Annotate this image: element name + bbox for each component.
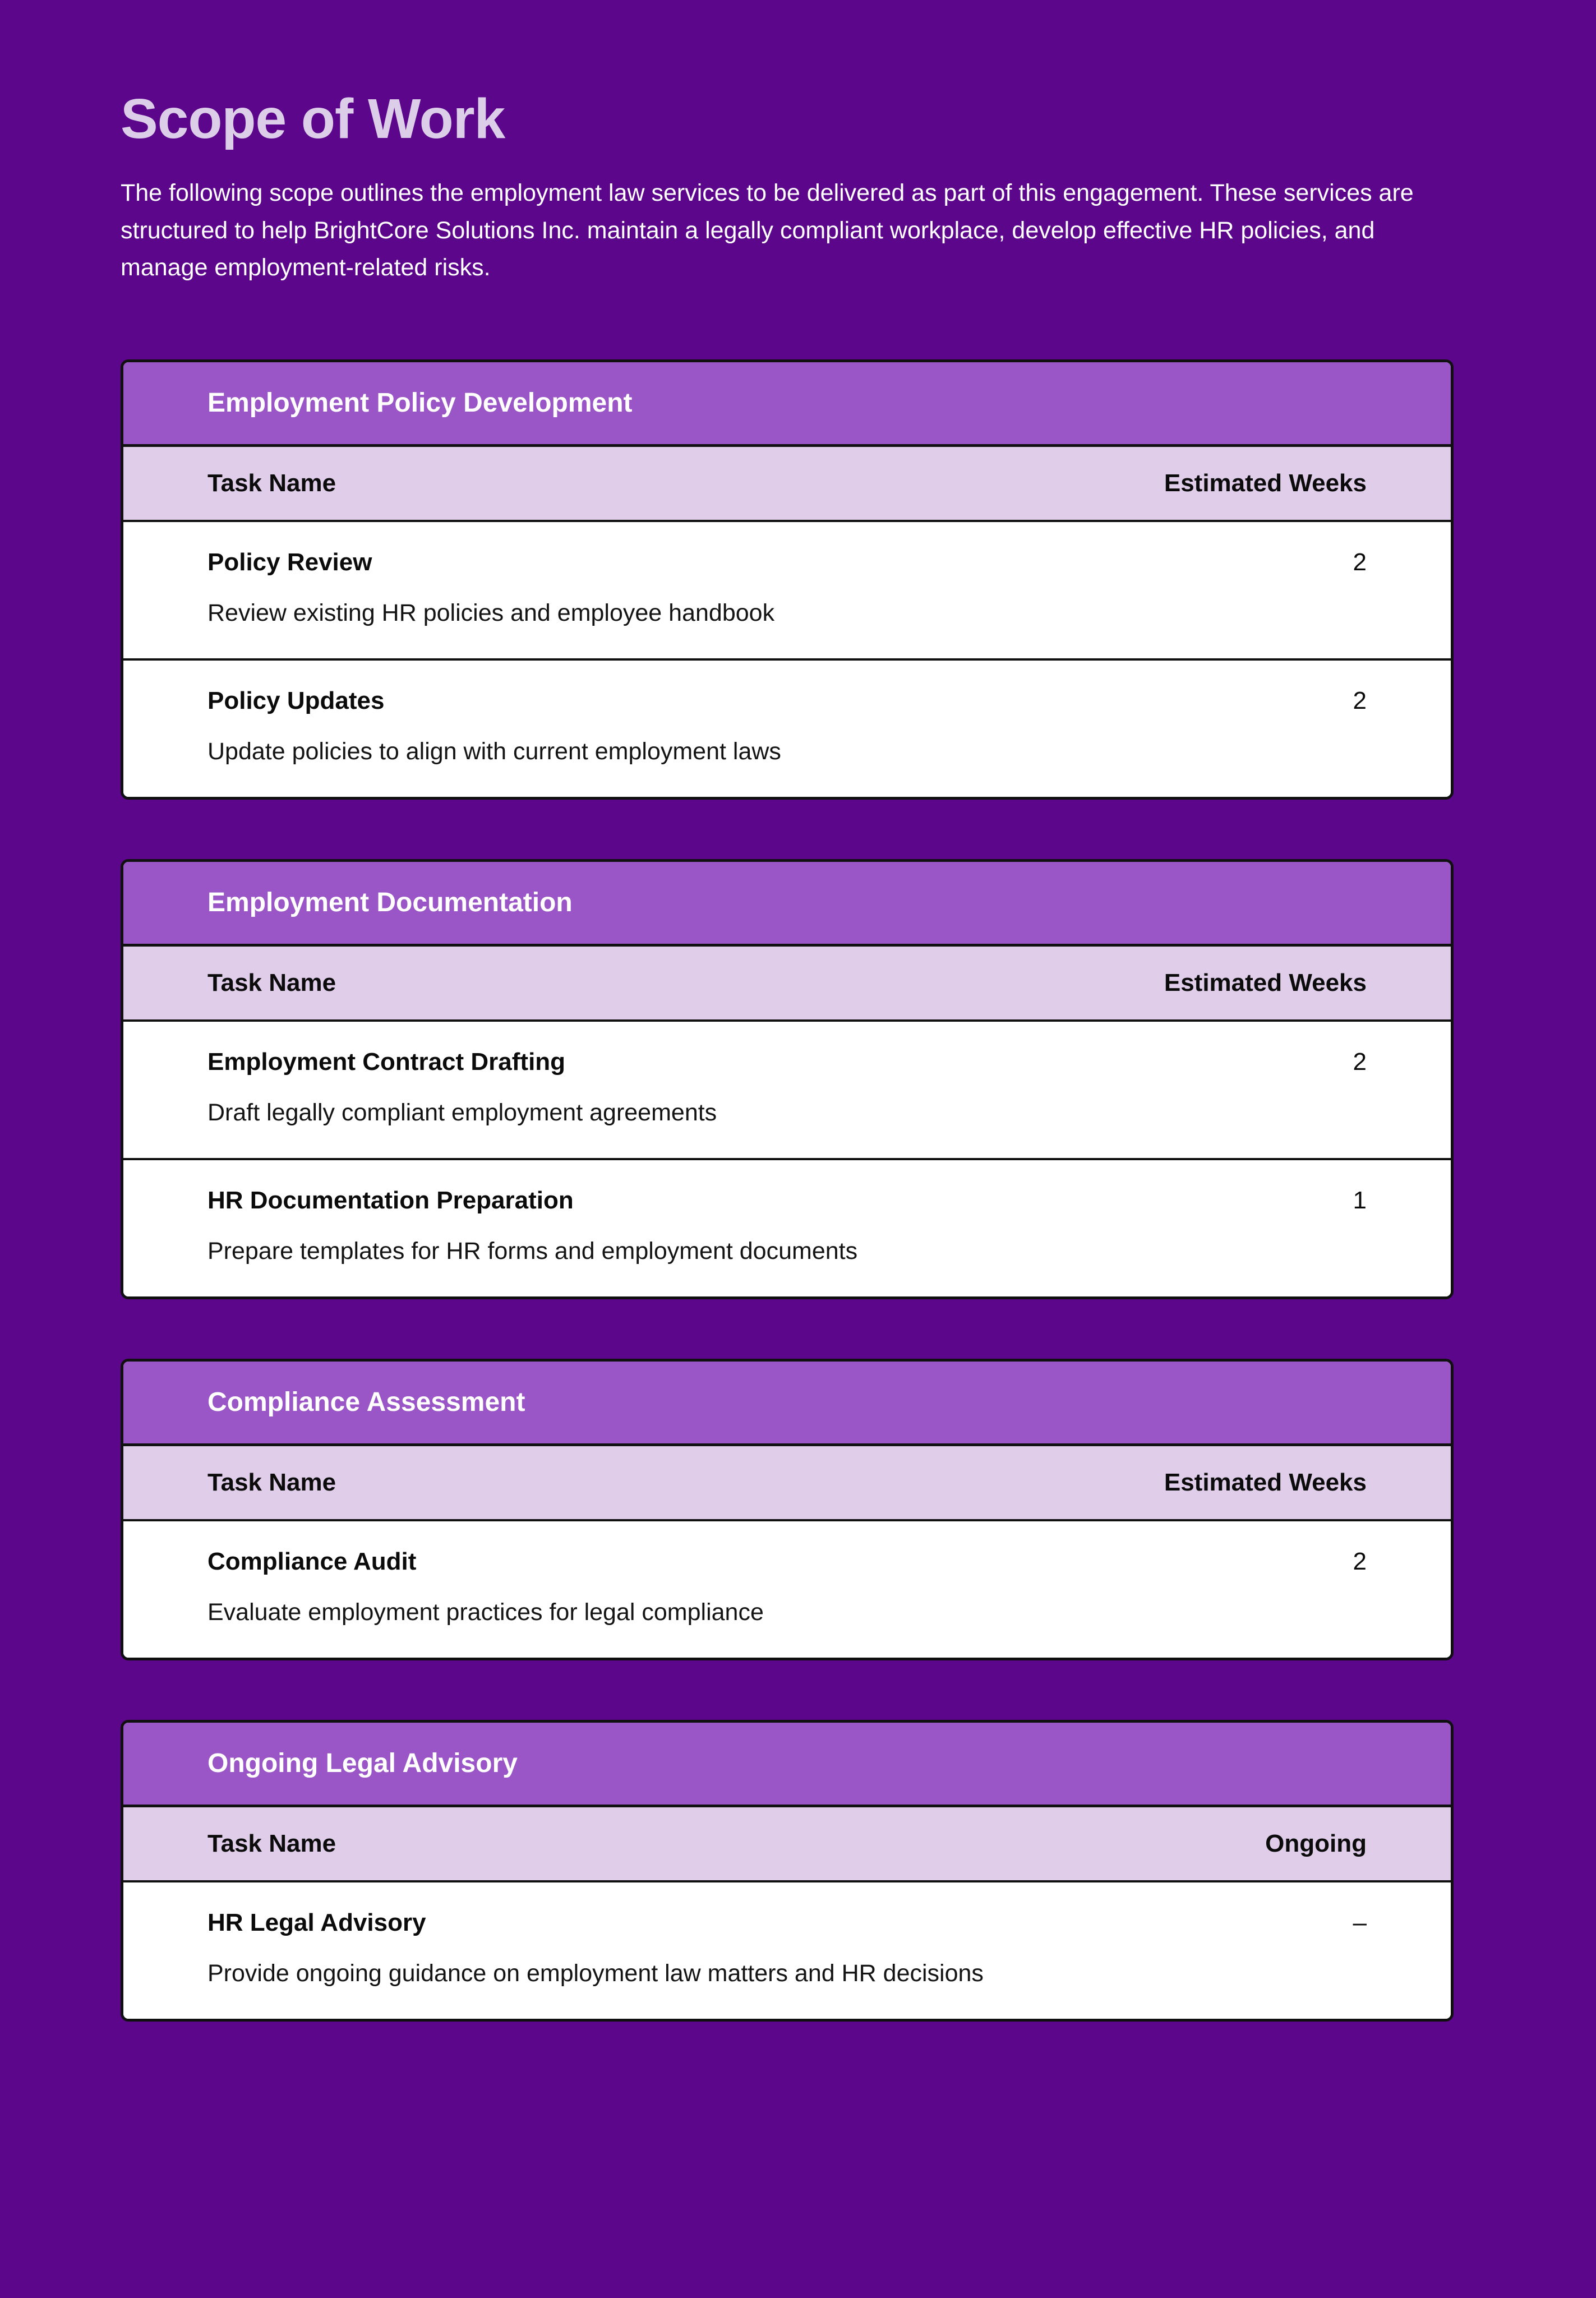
table-column-header-row bbox=[123, 947, 1451, 1022]
column-header-value: Estimated Weeks bbox=[1164, 968, 1367, 996]
table-row bbox=[123, 1160, 1451, 1296]
column-header-value: Estimated Weeks bbox=[1164, 1469, 1367, 1497]
task-name: Employment Contract Drafting bbox=[207, 1048, 566, 1076]
column-header-value: Estimated Weeks bbox=[1164, 469, 1367, 497]
column-header-task-name: Task Name bbox=[207, 968, 336, 996]
table-row-primary-line bbox=[207, 1185, 1367, 1216]
task-description: Draft legally compliant employment agreements bbox=[207, 1099, 717, 1126]
task-estimated-weeks: 2 bbox=[1353, 548, 1367, 576]
task-estimated-weeks: 2 bbox=[1353, 1048, 1367, 1076]
page-title: Scope of Work bbox=[121, 87, 505, 150]
task-description: Evaluate employment practices for legal compliance bbox=[207, 1599, 764, 1626]
scope-section-card bbox=[121, 1720, 1454, 2022]
section-header bbox=[123, 1723, 1451, 1807]
task-name: Policy Updates bbox=[207, 686, 385, 714]
table-row bbox=[123, 1882, 1451, 2019]
task-estimated-weeks: – bbox=[1353, 1909, 1367, 1937]
table-row bbox=[123, 661, 1451, 797]
task-description: Update policies to align with current employment laws bbox=[207, 737, 781, 765]
scope-section-card bbox=[121, 859, 1454, 1299]
document-header bbox=[121, 0, 1475, 287]
section-title: Ongoing Legal Advisory bbox=[207, 1748, 518, 1779]
task-name: HR Legal Advisory bbox=[207, 1909, 426, 1937]
task-estimated-weeks: 1 bbox=[1353, 1187, 1367, 1215]
section-header bbox=[123, 862, 1451, 947]
task-name: HR Documentation Preparation bbox=[207, 1187, 574, 1215]
section-title: Compliance Assessment bbox=[207, 1387, 525, 1418]
column-header-task-name: Task Name bbox=[207, 1830, 336, 1858]
section-title: Employment Policy Development bbox=[207, 387, 633, 418]
table-row-primary-line bbox=[207, 1046, 1367, 1077]
task-estimated-weeks: 2 bbox=[1353, 686, 1367, 714]
table-column-header-row bbox=[123, 447, 1451, 522]
task-name: Policy Review bbox=[207, 548, 372, 576]
scope-sections-list bbox=[121, 359, 1475, 2022]
task-description: Review existing HR policies and employee handbook bbox=[207, 599, 775, 626]
scope-section-card bbox=[121, 1359, 1454, 1660]
table-column-header-row bbox=[123, 1446, 1451, 1521]
task-description: Provide ongoing guidance on employment law matters and HR decisions bbox=[207, 1960, 984, 1987]
intro-paragraph: The following scope outlines the employment law services to be delivered as part of this engagement. These services are structured to help BrightCore Solutions Inc. maintain a legally compliant workplace, develop effective HR policies, and manage employment-related risks. bbox=[121, 179, 1414, 282]
table-row-primary-line bbox=[207, 1907, 1367, 1938]
table-row bbox=[123, 522, 1451, 661]
section-header bbox=[123, 1362, 1451, 1446]
table-row bbox=[123, 1521, 1451, 1658]
column-header-task-name: Task Name bbox=[207, 1469, 336, 1497]
table-row-primary-line bbox=[207, 1546, 1367, 1577]
task-description: Prepare templates for HR forms and employment documents bbox=[207, 1238, 858, 1265]
table-row bbox=[123, 1022, 1451, 1160]
column-header-value: Ongoing bbox=[1265, 1830, 1367, 1858]
table-column-header-row bbox=[123, 1807, 1451, 1882]
table-row-primary-line bbox=[207, 547, 1367, 578]
section-header bbox=[123, 362, 1451, 447]
table-row-primary-line bbox=[207, 685, 1367, 716]
task-estimated-weeks: 2 bbox=[1353, 1548, 1367, 1576]
task-name: Compliance Audit bbox=[207, 1548, 417, 1576]
scope-section-card bbox=[121, 359, 1454, 800]
column-header-task-name: Task Name bbox=[207, 469, 336, 497]
section-title: Employment Documentation bbox=[207, 888, 573, 918]
